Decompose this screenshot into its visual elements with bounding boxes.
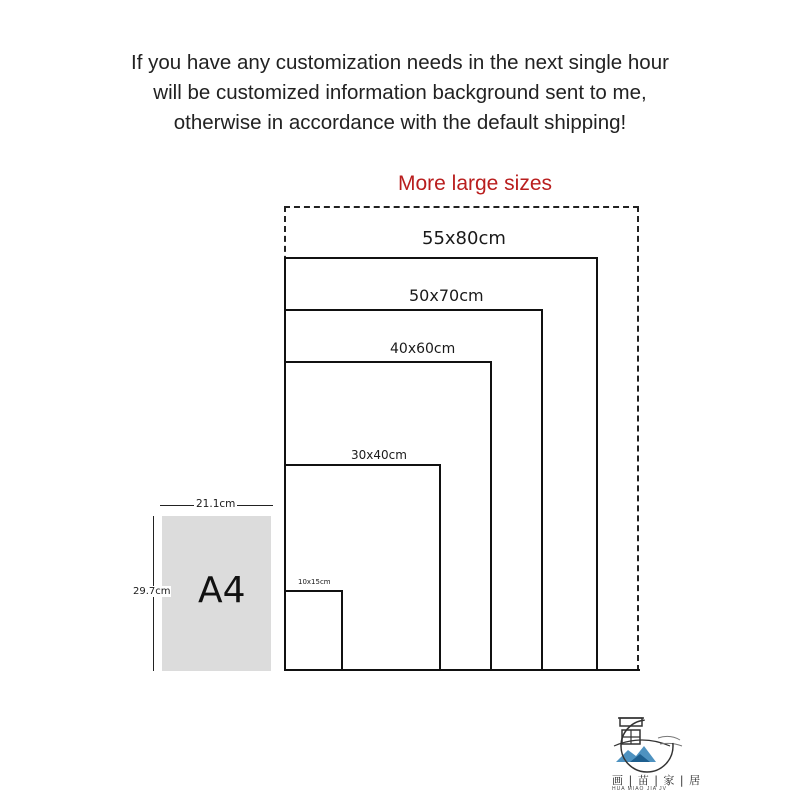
notice-line-1: If you have any customization needs in the next single hour xyxy=(131,51,669,74)
frames-baseline xyxy=(284,669,640,671)
more-sizes-label: More large sizes xyxy=(397,172,553,195)
frame-label-10x15: 10x15cm xyxy=(298,578,331,586)
frame-label-30x40: 30x40cm xyxy=(347,448,411,462)
brand-logo-subtext: HUA MIAO JIA JV xyxy=(612,786,668,792)
brand-logo-text: 画 | 苗 | 家 | 居 xyxy=(612,774,702,787)
notice-line-3: otherwise in accordance with the default shipping! xyxy=(173,111,627,134)
notice-line-2: will be customized information background sent to me, xyxy=(153,81,647,104)
frame-label-55x80: 55x80cm xyxy=(418,228,510,249)
header-notice xyxy=(0,48,800,138)
a4-height-label: 29.7cm xyxy=(133,586,171,597)
a4-width-label: 21.1cm xyxy=(196,498,236,510)
a4-label: A4 xyxy=(198,570,246,611)
frame-10x15 xyxy=(284,590,343,671)
frame-label-40x60: 40x60cm xyxy=(386,341,459,357)
frame-label-50x70: 50x70cm xyxy=(405,286,488,305)
